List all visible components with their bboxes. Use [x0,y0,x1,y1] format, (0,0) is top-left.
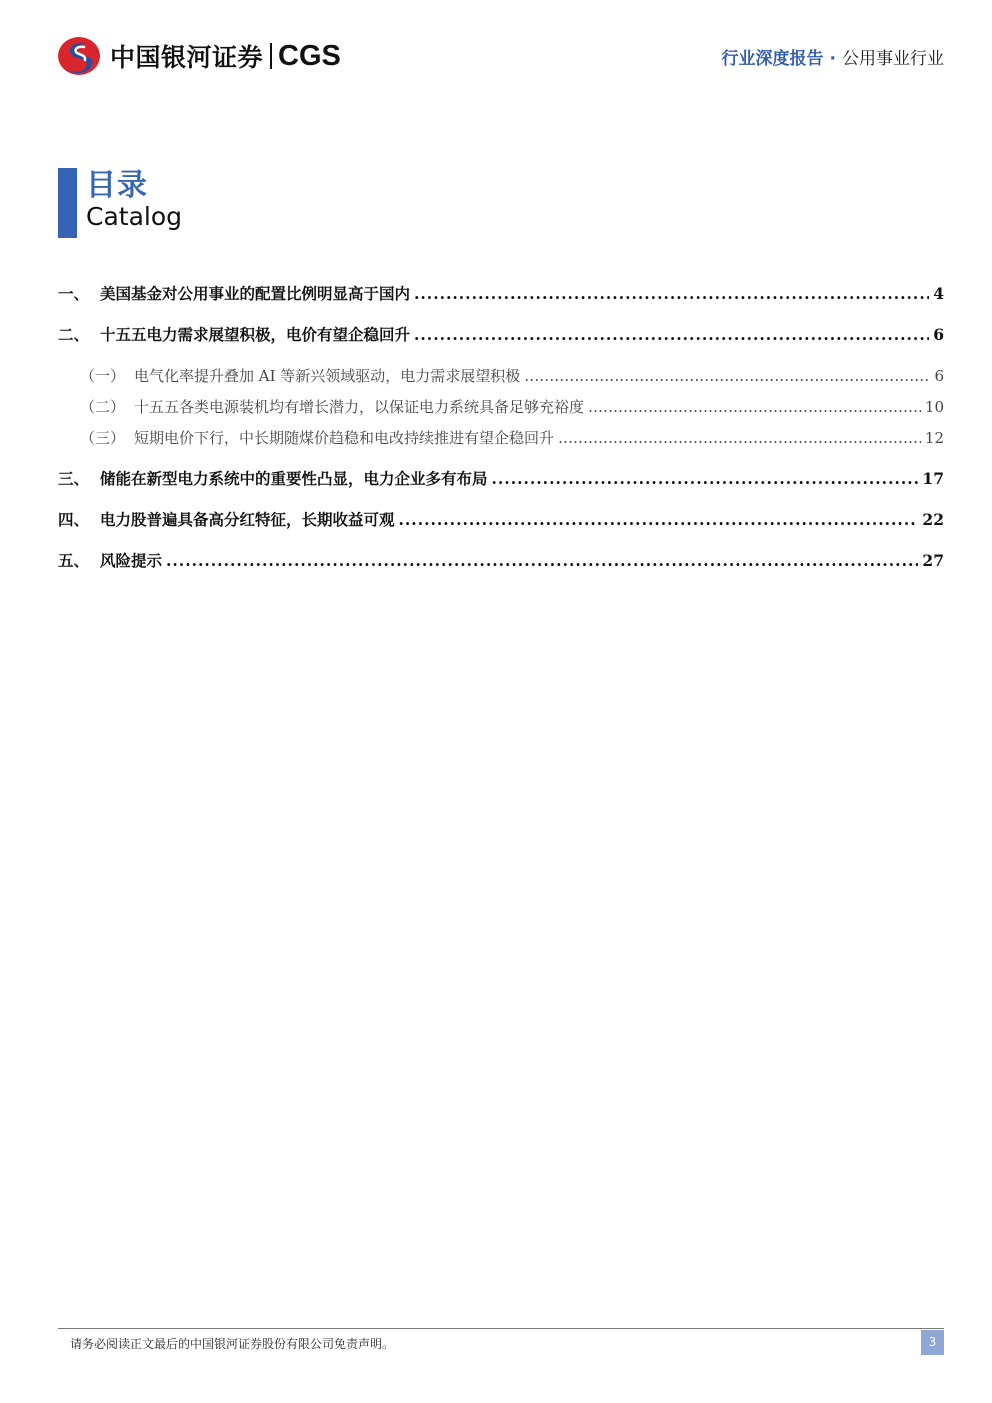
report-header [722,44,944,69]
toc-title: 目录 [86,168,148,203]
page-number: 3 [921,1330,944,1355]
toc-dot-leader [524,364,930,388]
logo-chinese-name: 中国银河证券 [110,43,264,72]
toc-dot-leader [166,549,918,573]
toc-entry-number: （二） [80,398,126,416]
toc-entry-title: 电力股普遍具备高分红特征，长期收益可观 [100,510,395,529]
toc-dot-leader [558,426,921,450]
toc-entry-page: 17 [922,469,944,488]
toc-entry-page: 6 [933,325,944,344]
toc-entry-title: 储能在新型电力系统中的重要性凸显，电力企业多有布局 [100,469,488,488]
toc-dot-leader [492,467,919,491]
toc-entry-number: （三） [80,429,126,447]
toc-entry[interactable] [58,323,944,364]
toc-dot-leader [399,508,919,532]
toc-entry-page: 6 [934,367,944,385]
toc-entry[interactable] [58,508,944,549]
footer-disclaimer: 请务必阅读正文最后的中国银河证券股份有限公司免责声明。 [70,1337,395,1351]
toc-entry-title: 美国基金对公用事业的配置比例明显高于国内 [100,284,411,303]
toc-dot-leader [414,282,929,306]
toc-entry-number: 四、 [58,510,90,529]
toc-entry-title: 短期电价下行，中长期随煤价趋稳和电改持续推进有望企稳回升 [134,429,555,447]
toc-subtitle: Catalog [86,202,183,231]
toc-title-bar [58,168,77,238]
toc-entry-title: 电气化率提升叠加 AI 等新兴领域驱动，电力需求展望积极 [134,367,521,385]
logo-divider [270,43,272,69]
toc-entry-page: 4 [933,284,944,303]
toc-entry-page: 12 [924,429,944,447]
footer-divider [58,1328,944,1329]
toc-entry-title: 风险提示 [100,551,163,570]
toc-dot-leader [414,323,929,347]
toc-subentry[interactable] [58,395,944,426]
toc-subentry[interactable] [58,426,944,457]
toc-entry-page: 10 [924,398,944,416]
toc-entry-number: 二、 [58,325,90,344]
toc-entry-page: 22 [922,510,944,529]
report-type: 行业深度报告 [721,49,824,69]
industry-name: 公用事业行业 [842,49,944,69]
logo-english-name: CGS [278,39,341,72]
toc-entry-page: 27 [922,551,944,570]
toc-entry-number: 一、 [58,284,90,303]
toc-entry-number: 三、 [58,469,90,488]
table-of-contents [58,282,944,590]
toc-entry-title: 十五五电力需求展望积极，电价有望企稳回升 [100,325,411,344]
toc-entry-number: （一） [80,367,126,385]
toc-subentry[interactable] [58,364,944,395]
toc-entry[interactable] [58,467,944,508]
toc-dot-leader [588,395,921,419]
toc-entry[interactable] [58,282,944,323]
cgs-logo-icon [56,35,102,77]
header-separator: · [829,49,836,69]
company-logo [56,34,341,78]
toc-entry-number: 五、 [58,551,90,570]
toc-entry[interactable] [58,549,944,590]
toc-entry-title: 十五五各类电源装机均有增长潜力，以保证电力系统具备足够充裕度 [134,398,585,416]
